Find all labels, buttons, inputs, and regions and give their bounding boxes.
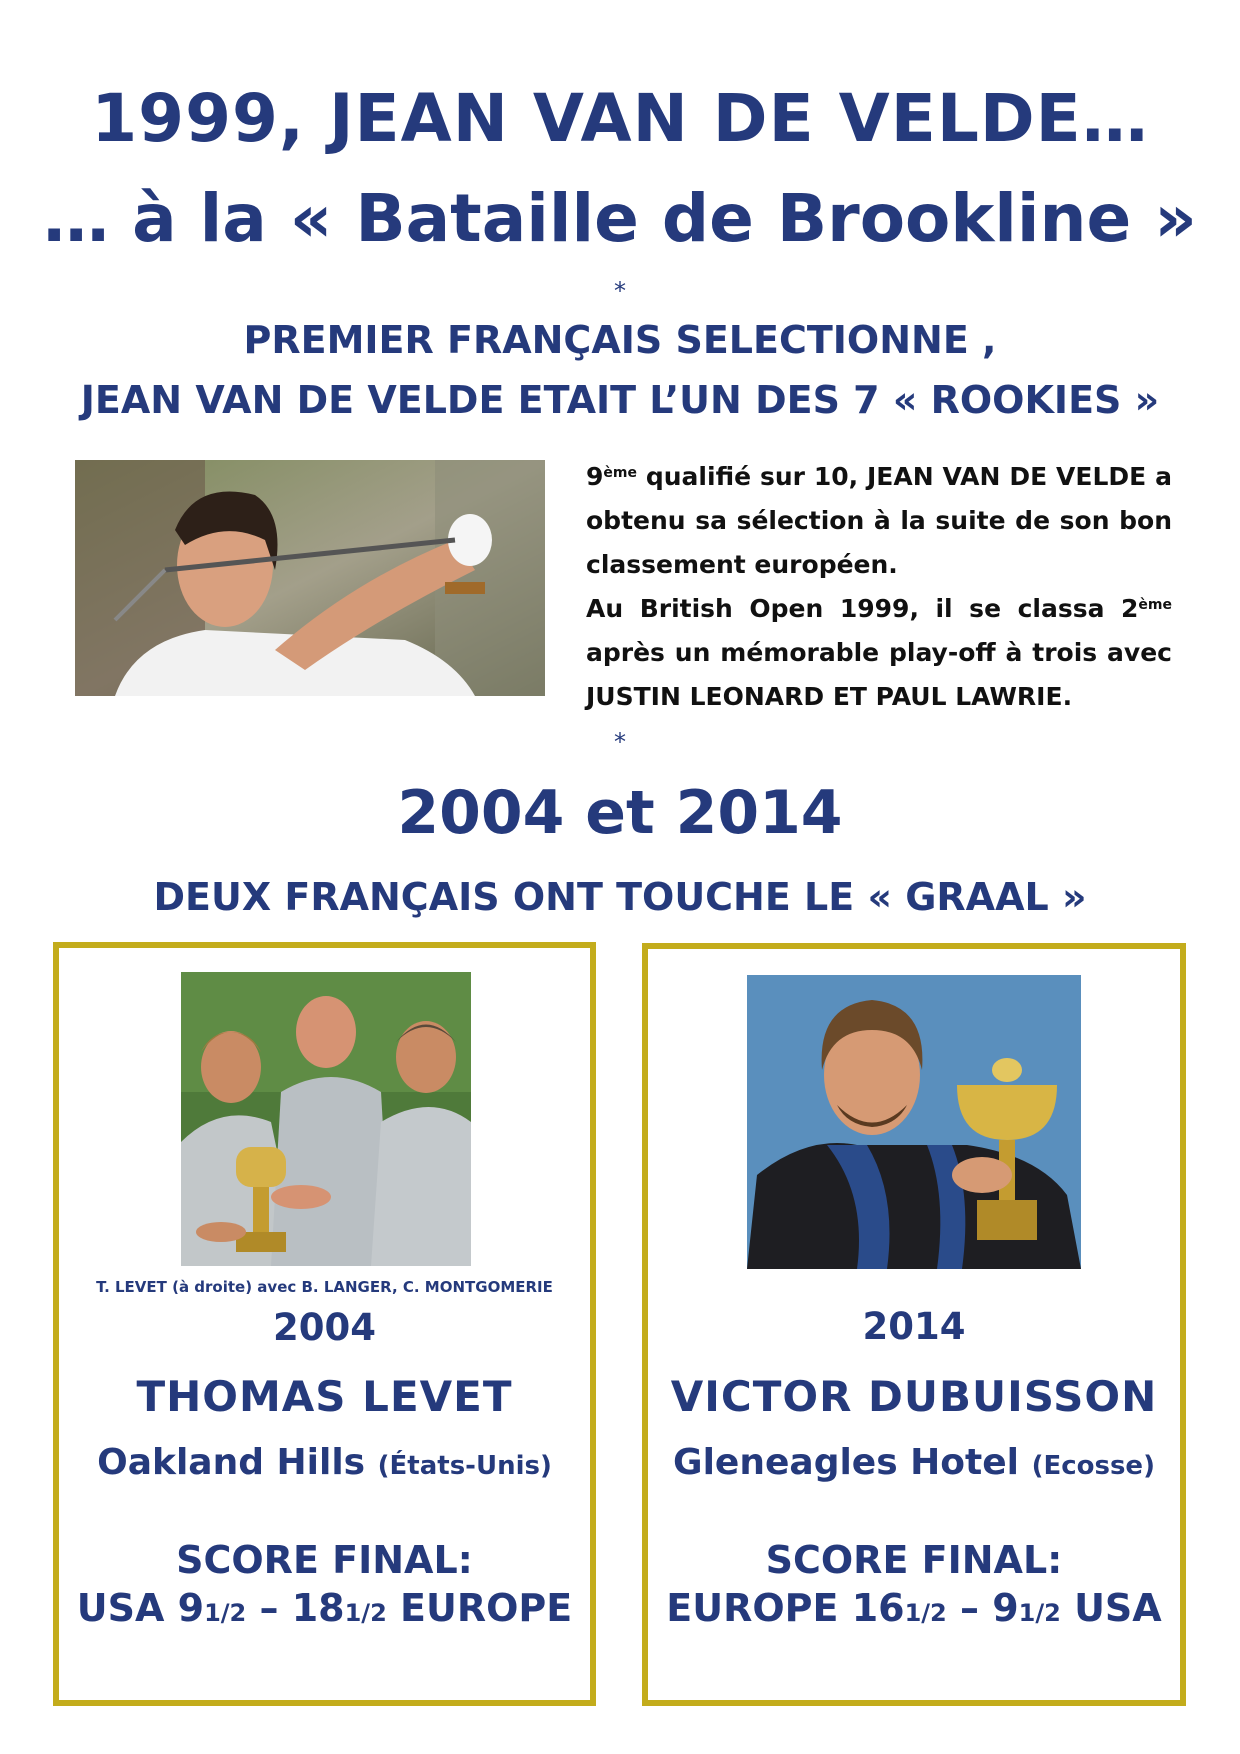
main-title-line1: 1999, JEAN VAN DE VELDE…	[91, 80, 1149, 157]
levet-team-photo	[181, 972, 471, 1266]
levet-venue	[59, 1442, 590, 1483]
intro-paragraph-1	[586, 455, 1172, 587]
intro-paragraph-2	[586, 587, 1172, 719]
levet-venue-country: (États-Unis)	[377, 1451, 552, 1481]
levet-score-label: SCORE FINAL:	[176, 1538, 473, 1582]
score-part: EUROPE	[386, 1586, 573, 1630]
dubuisson-venue	[648, 1442, 1180, 1483]
score-fraction: 1/2	[1018, 1599, 1061, 1627]
subtitle-line1: PREMIER FRANÇAIS SELECTIONNE ,	[243, 318, 997, 362]
section-years-title: 2004 et 2014	[397, 778, 843, 848]
section-graal-subtitle: DEUX FRANÇAIS ONT TOUCHE LE « GRAAL »	[153, 875, 1087, 919]
box-thomas-levet	[53, 942, 596, 1706]
subtitle-line2: JEAN VAN DE VELDE ETAIT L’UN DES 7 « ROOKIES »	[80, 378, 1160, 422]
score-part: – 18	[246, 1586, 345, 1630]
van-de-velde-photo	[75, 460, 545, 696]
intro-paragraph	[586, 455, 1172, 719]
intro-text-1: qualifié sur 10, JEAN VAN DE VELDE a obtenu sa sélection à la suite de son bon classement européen.	[586, 462, 1172, 579]
rank-suffix: ème	[603, 465, 637, 481]
dubuisson-year: 2014	[862, 1305, 966, 1348]
score-part: – 9	[946, 1586, 1019, 1630]
score-part: EUROPE 16	[666, 1586, 905, 1630]
separator-star-1: *	[614, 277, 626, 305]
levet-photo-caption: T. LEVET (à droite) avec B. LANGER, C. MONTGOMERIE	[96, 1278, 553, 1296]
dubuisson-name: VICTOR DUBUISSON	[670, 1372, 1158, 1421]
levet-year: 2004	[273, 1306, 376, 1349]
box-victor-dubuisson	[642, 943, 1186, 1706]
dubuisson-score-label: SCORE FINAL:	[765, 1538, 1063, 1582]
levet-final-score	[59, 1586, 590, 1630]
placement-suffix: ème	[1138, 597, 1172, 613]
separator-star-2: *	[614, 728, 626, 756]
levet-venue-name: Oakland Hills	[97, 1442, 366, 1483]
score-fraction: 1/2	[904, 1599, 947, 1627]
score-part: USA	[1060, 1586, 1162, 1630]
intro-text-3: après un mémorable play-off à trois avec JUSTIN LEONARD ET PAUL LAWRIE.	[586, 638, 1172, 711]
score-part: USA 9	[76, 1586, 205, 1630]
dubuisson-trophy-photo	[747, 975, 1081, 1269]
rank-number: 9	[586, 462, 604, 491]
dubuisson-venue-name: Gleneagles Hotel	[673, 1442, 1020, 1483]
levet-name: THOMAS LEVET	[136, 1372, 513, 1421]
score-fraction: 1/2	[344, 1599, 387, 1627]
intro-text-2: Au British Open 1999, il se classa 2	[586, 594, 1139, 623]
dubuisson-venue-country: (Ecosse)	[1031, 1451, 1155, 1481]
score-fraction: 1/2	[204, 1599, 247, 1627]
main-title-line2: … à la « Bataille de Brookline »	[43, 180, 1197, 257]
dubuisson-final-score	[648, 1586, 1180, 1630]
